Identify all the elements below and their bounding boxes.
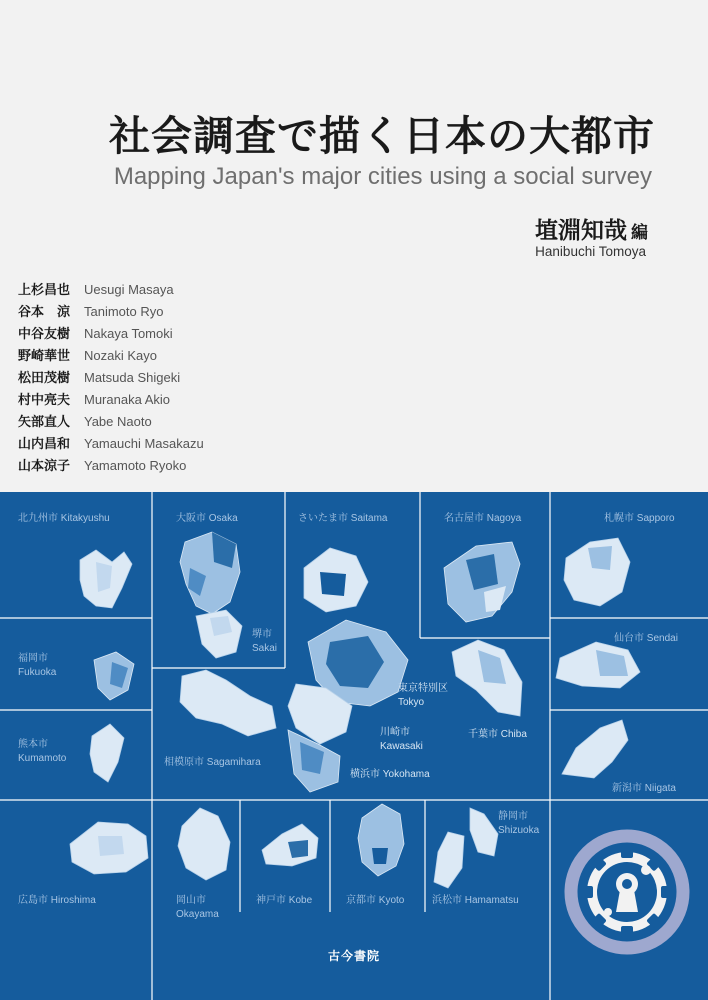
okayama-map xyxy=(178,808,230,880)
author-name-jp: 矢部直人 xyxy=(18,415,71,430)
author-name-en: Muranaka Akio xyxy=(84,392,170,407)
author-row xyxy=(18,432,204,454)
author-name-en: Yamauchi Masakazu xyxy=(84,436,204,451)
label-hiroshima: 広島市 Hiroshima xyxy=(18,895,96,906)
label-okayama-en: Okayama xyxy=(176,909,219,920)
label-kitakyushu: 北九州市 Kitakyushu xyxy=(18,513,110,524)
author-name-en: Yabe Naoto xyxy=(84,414,152,429)
saitama-map xyxy=(304,548,368,612)
label-shizuoka-en: Shizuoka xyxy=(498,825,540,836)
label-tokyo-jp: 東京特別区 xyxy=(398,683,448,694)
publisher-name: 古今書院 xyxy=(327,949,380,963)
author-name-en: Nakaya Tomoki xyxy=(84,326,173,341)
tokyo-region-map xyxy=(288,620,408,792)
kumamoto-map xyxy=(90,724,124,782)
cover-top xyxy=(0,0,708,492)
chiba-map xyxy=(452,640,522,716)
city-maps-illustration xyxy=(0,492,708,1000)
author-row xyxy=(18,322,204,344)
label-okayama-jp: 岡山市 xyxy=(176,895,206,906)
author-row xyxy=(18,344,204,366)
author-name-jp: 松田茂樹 xyxy=(18,371,71,386)
author-name-en: Uesugi Masaya xyxy=(84,282,174,297)
author-list xyxy=(18,278,204,476)
author-name-en: Tanimoto Ryo xyxy=(84,304,164,319)
osaka-map xyxy=(180,532,240,614)
label-saitama: さいたま市 Saitama xyxy=(298,513,388,524)
niigata-map xyxy=(562,720,628,778)
label-nagoya: 名古屋市 Nagoya xyxy=(444,513,522,524)
author-row xyxy=(18,410,204,432)
label-kyoto: 京都市 Kyoto xyxy=(346,895,405,906)
author-name-jp: 中谷友樹 xyxy=(18,327,71,342)
author-name-jp: 上杉昌也 xyxy=(18,283,71,298)
sendai-map xyxy=(556,642,640,688)
label-niigata: 新潟市 Niigata xyxy=(612,783,676,794)
author-name-jp: 山本涼子 xyxy=(18,459,71,474)
label-shizuoka-jp: 静岡市 xyxy=(498,811,528,822)
hiroshima-map xyxy=(70,822,148,874)
label-sakai-en: Sakai xyxy=(252,643,278,654)
label-sagamihara: 相模原市 Sagamihara xyxy=(164,757,261,768)
keyhole-gear-logo-icon xyxy=(571,836,683,948)
label-fukuoka-en: Fukuoka xyxy=(18,667,57,678)
city-map-mosaic xyxy=(0,492,708,1000)
kobe-map xyxy=(262,824,318,866)
author-name-en: Nozaki Kayo xyxy=(84,348,157,363)
nagoya-map xyxy=(444,542,520,622)
label-chiba: 千葉市 Chiba xyxy=(468,729,527,740)
sagamihara-map xyxy=(180,670,276,736)
author-name-jp: 谷本 涼 xyxy=(18,305,71,320)
label-tokyo-en: Tokyo xyxy=(398,697,425,708)
book-title: 社会調査で描く日本の大都市 xyxy=(109,112,655,160)
label-sapporo: 札幌市 Sapporo xyxy=(604,513,675,524)
author-row xyxy=(18,300,204,322)
label-kawasaki-jp: 川崎市 xyxy=(380,727,410,738)
fukuoka-map xyxy=(94,652,134,700)
author-name-en: Matsuda Shigeki xyxy=(84,370,181,385)
label-kumamoto-jp: 熊本市 xyxy=(18,739,48,750)
author-row xyxy=(18,454,204,476)
sakai-map xyxy=(196,610,242,658)
sapporo-map xyxy=(564,538,630,606)
label-yokohama: 横浜市 Yokohama xyxy=(350,769,430,780)
author-name-en: Yamamoto Ryoko xyxy=(84,458,187,473)
editor-name-en: Hanibuchi Tomoya xyxy=(535,244,646,259)
label-fukuoka-jp: 福岡市 xyxy=(18,653,48,664)
label-kobe: 神戸市 Kobe xyxy=(256,895,313,906)
editor-name: 埴淵知哉 xyxy=(535,218,627,244)
label-kawasaki-en: Kawasaki xyxy=(380,741,423,752)
label-sakai-jp: 堺市 xyxy=(252,629,272,640)
author-name-jp: 野崎華世 xyxy=(18,349,71,364)
author-row xyxy=(18,278,204,300)
label-sendai: 仙台市 Sendai xyxy=(614,633,678,644)
author-name-jp: 山内昌和 xyxy=(18,437,71,452)
author-name-jp: 村中亮夫 xyxy=(18,393,71,408)
label-osaka: 大阪市 Osaka xyxy=(176,513,238,524)
editor-name-jp xyxy=(0,212,648,245)
author-row xyxy=(18,388,204,410)
kitakyushu-map xyxy=(80,550,132,608)
book-subtitle: Mapping Japan's major cities using a social survey xyxy=(113,163,652,190)
label-kumamoto-en: Kumamoto xyxy=(18,753,67,764)
editor-suffix: 編 xyxy=(631,223,648,243)
shizuoka-hamamatsu-map xyxy=(434,808,498,888)
kyoto-map xyxy=(358,804,404,876)
author-row xyxy=(18,366,204,388)
label-hamamatsu: 浜松市 Hamamatsu xyxy=(432,895,519,906)
